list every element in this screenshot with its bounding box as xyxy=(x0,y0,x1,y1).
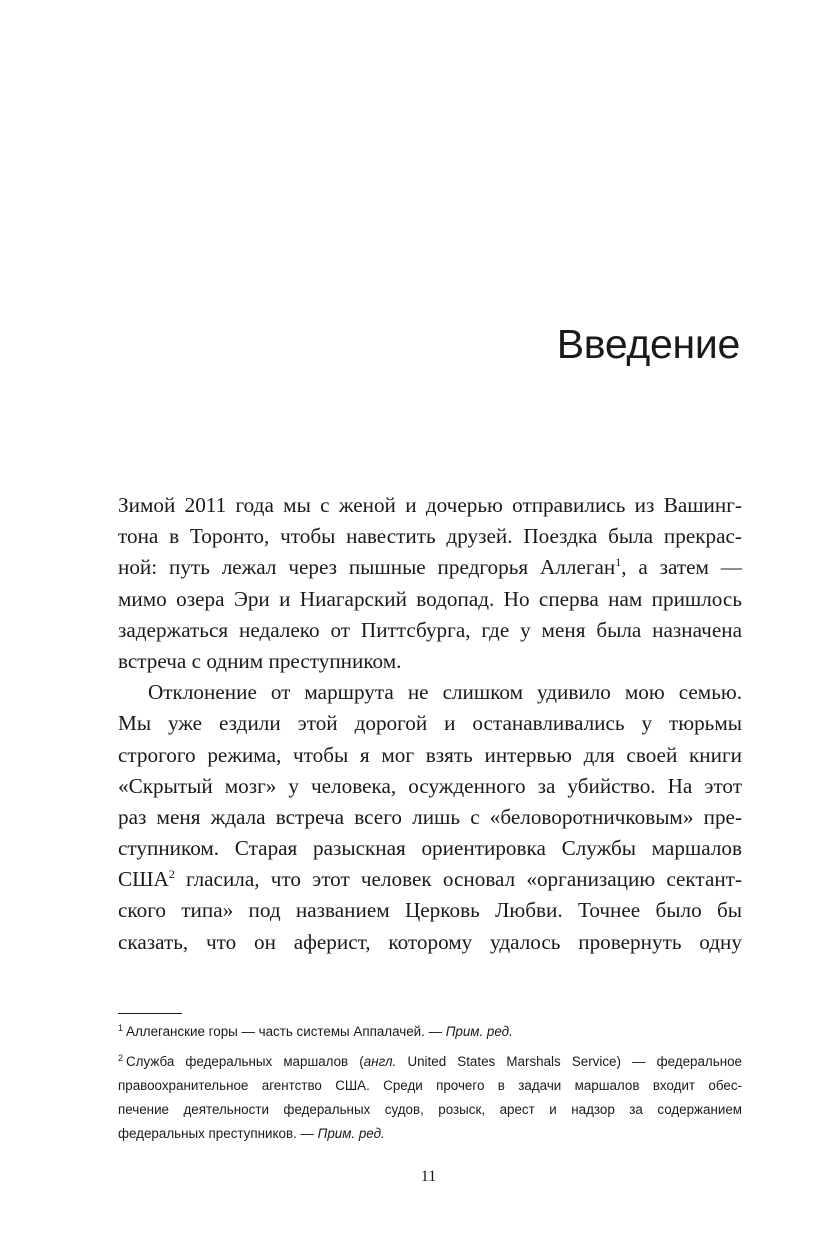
text-line: задержаться недалеко от Питтсбурга, где у меня была назначена xyxy=(118,617,742,642)
footnote-text: Служба федеральных маршалов ( xyxy=(126,1054,364,1069)
paragraph-1 xyxy=(118,490,742,677)
editor-note: Прим. ред. xyxy=(317,1126,385,1141)
footnote-text: Аллеганские горы — часть системы Аппалачей. — xyxy=(126,1024,446,1039)
footnote-number: 2 xyxy=(118,1052,124,1063)
text-line: Мы уже ездили этой дорогой и останавливались у тюрьмы xyxy=(118,711,742,736)
text-line: сказать, что он аферист, которому удалось провернуть одну xyxy=(118,929,742,954)
footnote-ref-2[interactable]: 2 xyxy=(168,867,175,882)
footnote-text: United States Marshals Service) — федеральное xyxy=(396,1054,742,1069)
text-line: раз меня ждала встреча всего лишь с «беловоротничковым» пре- xyxy=(118,804,742,829)
text-line: мимо озера Эри и Ниагарский водопад. Но сперва нам пришлось xyxy=(118,586,742,611)
footnote-number: 1 xyxy=(118,1022,124,1033)
text-span: США xyxy=(118,867,169,892)
chapter-title: Введение xyxy=(556,321,740,367)
footnotes xyxy=(118,1020,742,1146)
footnote-line xyxy=(118,1122,742,1146)
footnote-ref-1[interactable]: 1 xyxy=(615,555,622,570)
text-line: ского типа» под названием Церковь Любви. Точнее было бы xyxy=(118,898,742,923)
text-span: ной: путь лежал через пышные предгорья Аллеган xyxy=(118,555,616,580)
editor-note: Прим. ред. xyxy=(445,1024,513,1039)
footnote-line xyxy=(118,1050,742,1074)
text-line xyxy=(118,552,742,583)
footnote-text: федеральных преступников. — xyxy=(118,1126,318,1141)
text-line xyxy=(118,864,742,895)
text-line: встреча с одним преступником. xyxy=(118,648,402,673)
text-line: «Скрытый мозг» у человека, осужденного за убийство. На этот xyxy=(118,773,742,798)
footnote-divider xyxy=(118,1013,182,1014)
text-line: строгого режима, чтобы я мог взять интервью для своей книги xyxy=(118,742,742,767)
footnote-line: правоохранительное агентство США. Среди прочего в задачи маршалов входит обес- xyxy=(118,1078,742,1093)
text-line: ступником. Старая разыскная ориентировка Службы маршалов xyxy=(118,836,742,861)
text-line: Зимой 2011 года мы с женой и дочерью отправились из Вашинг- xyxy=(118,493,742,517)
page-number: 11 xyxy=(420,1168,437,1185)
footnote-2 xyxy=(118,1050,742,1146)
text-line: тона в Торонто, чтобы навестить друзей. Поездка была прекрас- xyxy=(118,524,742,549)
footnote-1 xyxy=(118,1020,742,1044)
footnote-line: печение деятельности федеральных судов, розыск, арест и надзор за содержанием xyxy=(118,1102,742,1117)
footnote-line xyxy=(118,1020,742,1044)
text-span: , а затем — xyxy=(621,555,742,580)
footnote-abbrev: англ. xyxy=(363,1054,397,1069)
paragraph-2 xyxy=(118,677,742,958)
text-line: Отклонение от маршрута не слишком удивило мою семью. xyxy=(148,680,742,705)
text-span: гласила, что этот человек основал «организацию сектант- xyxy=(174,867,742,892)
body-text xyxy=(118,490,742,958)
